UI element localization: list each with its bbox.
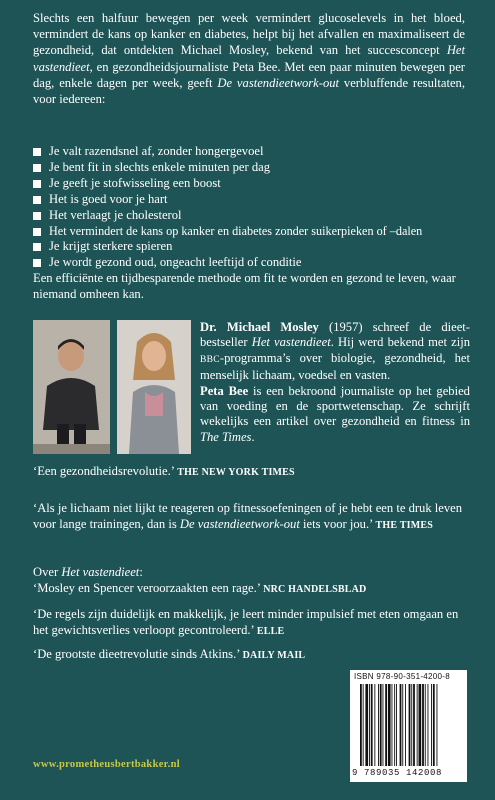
quote-source: DAILY MAIL	[242, 650, 306, 661]
benefits-list	[33, 144, 473, 271]
list-item-text: Het verlaagt je cholesterol	[49, 207, 182, 222]
quote-book-title: De vastendieetwork-out	[179, 517, 300, 532]
quote-text: ‘Een gezondheidsrevolutie.’	[33, 464, 178, 478]
barcode-bar	[380, 684, 382, 766]
woman-portrait-icon	[117, 320, 191, 454]
list-item-text: Je krijgt sterkere spieren	[49, 239, 173, 254]
quote-source: THE TIMES	[375, 520, 434, 532]
list-item-text: Je bent fit in slechts enkele minuten per dag	[49, 159, 271, 174]
barcode-bar	[385, 684, 387, 766]
barcode-bar	[374, 684, 375, 766]
barcode-bar	[394, 684, 395, 766]
barcode-bar	[428, 684, 429, 766]
barcode-bar	[413, 684, 415, 766]
bio-bbc-label: BBC	[200, 354, 220, 365]
quote-text: ‘Mosley en Spencer veroorzaakten een rage.’	[33, 581, 264, 596]
barcode-bar	[417, 684, 418, 766]
intro-text-2: , en gezondheidsjournaliste Peta Bee. Met een paar minuten bewegen per dag, enkele dagen per week, geeft	[33, 59, 465, 90]
barcode-bar	[378, 684, 379, 766]
barcode-bar	[402, 684, 403, 766]
list-item-text: Je wordt gezond oud, ongeacht leeftijd of conditie	[49, 255, 302, 270]
barcode-bar	[422, 684, 424, 766]
review-quote-1	[33, 463, 465, 481]
quote-text: ‘De grootste dieetrevolutie sinds Atkins.’	[33, 647, 243, 661]
publisher-website: www.prometheusbertbakker.nl	[33, 759, 180, 770]
barcode-bar	[433, 684, 435, 766]
author-photo-bee	[117, 320, 191, 454]
barcode-bar	[409, 684, 411, 766]
square-bullet-icon	[33, 164, 41, 172]
list-item	[33, 208, 473, 224]
intro-text-3: verbluffende resultaten, voor iedereen:	[33, 75, 465, 107]
barcode-bar	[369, 684, 370, 766]
intro-paragraph	[33, 10, 465, 107]
barcode-bar	[360, 684, 362, 766]
list-item	[33, 224, 473, 240]
quote-source: NRC HANDELSBLAD	[263, 584, 367, 596]
list-item-text: Je valt razendsnel af, zonder hongergevoel	[49, 144, 264, 158]
author-bio	[200, 320, 470, 445]
man-portrait-icon	[33, 320, 110, 454]
barcode-bar	[437, 684, 438, 766]
quote-book-title: Het vastendieet	[61, 565, 140, 579]
list-item	[33, 176, 473, 192]
author-name-mosley: Dr. Michael Mosley	[200, 320, 319, 334]
quote-intro: :	[139, 565, 143, 579]
barcode-bar	[405, 684, 406, 766]
list-item	[33, 192, 473, 208]
intro-book-title-2: De vastendieetwork-out	[217, 75, 340, 90]
list-item-text: Je geeft je stofwisseling een boost	[49, 175, 221, 190]
list-item-text: Het vermindert de kans op kanker en diabetes zonder suikerpieken of –dalen	[49, 223, 423, 238]
review-quote-4	[33, 606, 465, 640]
square-bullet-icon	[33, 196, 41, 204]
square-bullet-icon	[33, 228, 41, 236]
barcode-bar	[419, 684, 422, 766]
square-bullet-icon	[33, 212, 41, 220]
square-bullet-icon	[33, 259, 41, 267]
quote-text: ‘De regels zijn duidelijk en makkelijk, je leert minder impulsief met eten omgaan en het gewichtsverlies verloopt gecontroleerd.’	[33, 607, 459, 638]
list-item-text: Het is goed voor je hart	[49, 191, 168, 206]
barcode-bar	[365, 684, 368, 766]
barcode-bar	[431, 684, 432, 766]
barcode-bar	[425, 684, 426, 766]
quote-text: iets voor jou.’	[299, 517, 376, 532]
barcode-bar	[363, 684, 364, 766]
barcode-bar	[396, 684, 397, 766]
barcode-bar	[400, 684, 402, 766]
isbn-number: ISBN 978-90-351-4200-8	[354, 672, 450, 681]
barcode-bar	[392, 684, 393, 766]
review-quote-2	[33, 500, 465, 534]
bio-text: . Hij werd bekend met zijn	[330, 335, 470, 350]
isbn-barcode	[350, 670, 467, 782]
square-bullet-icon	[33, 243, 41, 251]
barcode-bar	[383, 684, 384, 766]
barcode-digits: 9 789035 142008	[352, 768, 443, 778]
bio-text: -programma’s over biologie, gezondheid, het menselijk lichaam, voedsel en vasten.	[200, 350, 470, 383]
author-name-bee: Peta Bee	[200, 383, 249, 398]
review-quote-3	[33, 564, 465, 598]
square-bullet-icon	[33, 180, 41, 188]
intro-text-1: Slechts een halfuur bewegen per week vermindert glucoselevels in het bloed, vermindert de kans op kanker en diabetes, helpt bij het afvallen en maximaliseert de gezondheid, dat ontdekten Michael Mosley, bekend van het succesconcept	[33, 11, 465, 58]
list-item	[33, 239, 473, 255]
bio-text: is een bekroond journaliste op het gebied van voeding en de sportwetenschap. Ze schrijft wekelijks een artikel over gezondheid en fitness in	[200, 383, 470, 429]
bio-text: .	[251, 429, 255, 444]
list-item	[33, 255, 473, 271]
barcode-bar	[371, 684, 373, 766]
author-photo-mosley	[33, 320, 110, 454]
square-bullet-icon	[33, 148, 41, 156]
review-quote-5	[33, 646, 465, 664]
bio-text: (1957) schreef de dieetbestseller	[200, 320, 470, 350]
list-item	[33, 144, 473, 160]
quote-intro: Over	[33, 565, 62, 579]
bio-newspaper-title: The Times	[200, 429, 252, 444]
list-item	[33, 160, 473, 176]
quote-source: ELLE	[256, 626, 285, 638]
summary-paragraph: Een efficiënte en tijdbesparende methode om fit te worden en gezond te leven, waar niemand omheen kan.	[33, 271, 456, 302]
barcode-bar	[388, 684, 391, 766]
intro-book-title-1: Het vastendieet	[33, 43, 465, 74]
quote-text: ‘Als je lichaam niet lijkt te reageren op fitnessoefeningen of je hebt een te druk leven voor lange trainingen, dan is	[33, 501, 463, 532]
barcode-bar	[411, 684, 412, 766]
quote-source: THE NEW YORK TIMES	[177, 467, 295, 478]
bio-book-title: Het vastendieet	[251, 335, 331, 350]
barcode-icon	[360, 684, 460, 766]
